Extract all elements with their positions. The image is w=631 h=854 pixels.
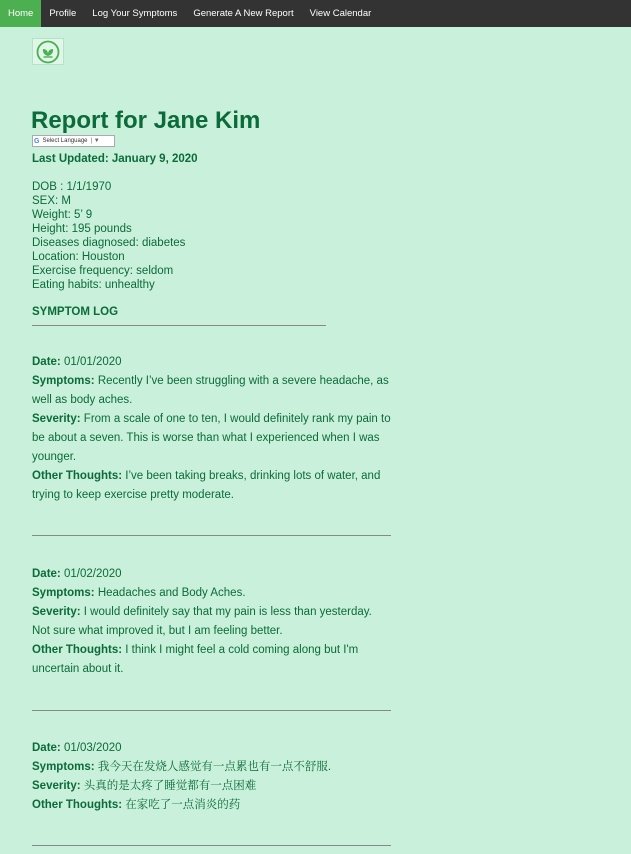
profile-diseases: Diseases diagnosed: diabetes (32, 237, 186, 249)
profile-location: Location: Houston (32, 251, 125, 263)
nav-profile[interactable]: Profile (49, 8, 77, 19)
entry-date: Date: 01/02/2020 (32, 568, 122, 580)
language-select[interactable] (32, 135, 115, 147)
app-logo (32, 38, 64, 65)
entry-symptoms: Symptoms: 我今天在发烧人感觉有一点累也有一点不舒服. (32, 761, 332, 773)
log-entry (32, 353, 392, 505)
profile-dob: DOB : 1/1/1970 (32, 181, 112, 193)
dropdown-arrow-icon: | ▼ (90, 138, 100, 144)
profile-sex: SEX: M (32, 195, 71, 207)
entry-severity: Severity: From a scale of one to ten, I would definitely rank my pain to be about a seven. This is worse than what I experienced when I was younger. (32, 413, 391, 463)
leaf-logo-icon (36, 40, 60, 64)
entry-symptoms: Symptoms: Headaches and Body Aches. (32, 587, 246, 599)
log-entry (32, 565, 392, 679)
divider (32, 845, 391, 846)
profile-exercise: Exercise frequency: seldom (32, 265, 174, 277)
entry-date: Date: 01/03/2020 (32, 742, 122, 754)
profile-weight: Weight: 5’ 9 (32, 209, 93, 221)
entry-severity: Severity: 头真的是太疼了睡觉都有一点困难 (32, 780, 257, 792)
entry-other-thoughts: Other Thoughts: 在家吃了一点消炎的药 (32, 799, 241, 811)
last-updated: Last Updated: January 9, 2020 (32, 153, 198, 165)
profile-height: Height: 195 pounds (32, 223, 132, 235)
google-icon: G (34, 137, 40, 145)
nav-view-calendar[interactable]: View Calendar (309, 8, 372, 19)
page-title: Report for Jane Kim (31, 107, 261, 134)
divider (32, 710, 391, 711)
entry-date: Date: 01/01/2020 (32, 356, 122, 368)
nav-generate-report[interactable]: Generate A New Report (193, 8, 294, 19)
language-select-label: Select Language (42, 138, 88, 144)
entry-other-thoughts: Other Thoughts: I’ve been taking breaks, drinking lots of water, and trying to keep exercise pretty moderate. (32, 470, 381, 501)
top-navbar (0, 0, 631, 27)
entry-severity: Severity: I would definitely say that my pain is less than yesterday. Not sure what improved it, but I am feeling better. (32, 606, 372, 637)
entry-other-thoughts: Other Thoughts: I think I might feel a cold coming along but I'm uncertain about it. (32, 644, 359, 675)
entry-symptoms: Symptoms: Recently I’ve been struggling with a severe headache, as well as body aches. (32, 375, 389, 406)
symptom-log-heading: SYMPTOM LOG (32, 306, 119, 318)
divider (32, 535, 391, 536)
nav-log-symptoms[interactable]: Log Your Symptoms (92, 8, 178, 19)
log-entry (32, 739, 392, 815)
nav-home[interactable]: Home (0, 0, 41, 27)
divider (32, 325, 326, 326)
profile-info (32, 180, 185, 292)
profile-eating: Eating habits: unhealthy (32, 279, 155, 291)
